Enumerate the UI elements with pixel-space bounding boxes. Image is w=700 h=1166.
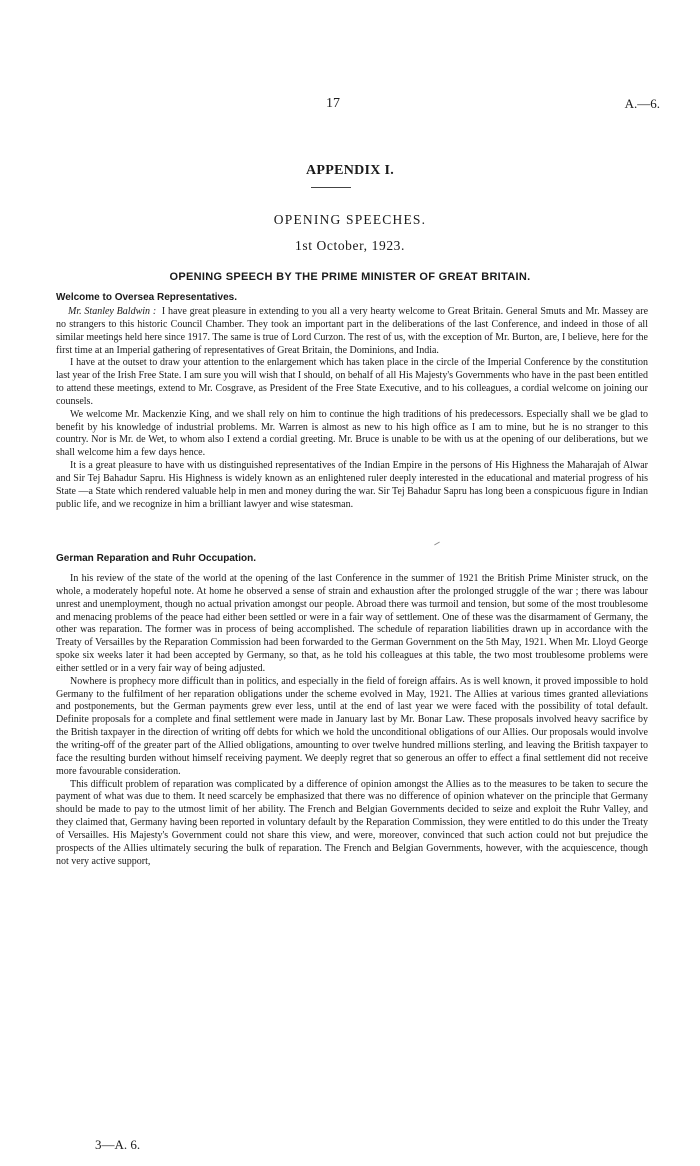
date-line: 1st October, 1923. [295,238,405,253]
paragraph: In his review of the state of the world at the opening of the last Conference in the summer of 1921 the British Prime Minister struck, on the whole, a moderately hopeful note. At home he observed a sense of strain and exhaustion after the prolonged struggle of the war ; there was labour unrest and unemployment, though no actual privation amongst our people. Abroad there was turmoil and tension, but some of the most troublesome and menacing problems of the peace had either been settled or were in a fair way of settlement. One of these was the disarmament of Germany, the other was reparation. The former was in process of being accomplished. The schedule of reparation liabilities drawn up in accordance with the Treaty of Versailles by the Reparation Commission had been forwarded to the German Government on the 5th May, 1921. When Mr. Lloyd George spoke six weeks later it had been accepted by Germany, so that, as he told his colleagues at this table, the two most troublesome problems were either settled or in a very fair way of being adjusted. [56,573,648,674]
section-heading-welcome: Welcome to Oversea Representatives. [56,292,238,303]
speaker-name: Mr. Stanley Baldwin : [68,306,157,317]
paragraph: We welcome Mr. Mackenzie King, and we shall rely on him to continue the high traditions of his predecessors. Especially shall we be glad to benefit by his knowledge of industrial problems. Mr. Warren is almost as new to his high office as I am to mine, but he is no stranger to this country. Nor is Mr. de Wet, to whom also I extend a cordial greeting. Mr. Bruce is unable to be with us at the opening of our deliberations, but we shall welcome him a few days hence. [56,408,648,459]
paragraph [56,306,648,357]
paragraph: This difficult problem of reparation was complicated by a difference of opinion amongst the Allies as to the measures to be taken to secure the payment of what was due to them. It need scarcely be emphasized that there was no difference of opinion whatever on the principle that Germany should be made to pay to the utmost limit of her ability. The French and Belgian Governments decided to seize and exploit the Ruhr Valley, and they claimed that, Germany having been reported in voluntary default by the Reparation Commission, they were entitled to do this under the Treaty of Versailles. His Majesty's Government could not share this view, and were, moreover, convinced that such action could not but prejudice the prospects of the Allies ultimately securing the bulk of reparation. The French and Belgian Governments, however, with the acquiescence, though not very active support, [56,778,648,867]
paragraph: It is a great pleasure to have with us distinguished representatives of the Indian Empire in the persons of His Highness the Maharajah of Alwar and Sir Tej Bahadur Sapru. His Highness is widely known as an enlightened ruler deeply interested in the educational and material progress of his State —a State which rendered valuable help in men and money during the war. Sir Tej Bahadur Sapru has long been a conspicuous figure in Indian public life, and we recognize in him a brilliant lawyer and wise statesman. [56,460,648,510]
section-heading-reparation: German Reparation and Ruhr Occupation. [56,553,257,564]
section-body-reparation [56,573,648,868]
paragraph-text: I have great pleasure in extending to you all a very hearty welcome to Great Britain. General Smuts and Mr. Massey are no strangers to this historic Council Chamber. They took an important part in the deliberations of the last Conference, and indeed in those of all similar meetings held here since 1917. The same is true of Lord Curzon. The rest of us, with the exception of Mr. Burton, are, I believe, here for the first time at an Imperial gathering of representatives of Great Britain, the Dominions, and India. [56,306,649,356]
section-body-welcome [56,306,648,512]
paragraph: I have at the outset to draw your attention to the enlargement which has taken place in the circle of the Imperial Conference by the constitution last year of the Irish Free State. I am sure you will wish that I should, on behalf of all His Majesty's Governments who have in the past been entitled to attend these meetings, extend to Mr. Cosgrave, as President of the Free State Executive, and to his colleagues, a cordial welcome on joining our counsels. [56,357,648,407]
subtitle: OPENING SPEECHES. [273,212,427,227]
title-rule [311,187,351,188]
section-title: OPENING SPEECH BY THE PRIME MINISTER OF GREAT BRITAIN. [169,271,531,283]
page-number: 17 [326,96,340,111]
signature-mark: 3—A. 6. [95,1137,141,1152]
paragraph: Nowhere is prophecy more difficult than in politics, and especially in the field of foreign affairs. As is well known, it proved impossible to hold Germany to the fulfilment of her reparation obligations under the scheme evolved in May, 1921. The Allies at various times granted alleviations and postponements, but the German payments grew ever less, until at the end of last year we were faced with the possibility of total default. Definite proposals for a complete and final settlement were made in January last by Mr. Bonar Law. These proposals involved heavy sacrifice by the British taxpayer in the direction of writing off debts for which we hold the unconditional obligations of our Allies. Our proposals would involve the writing-off of the greater part of the Allied obligations, amounting to over twelve hundred millions sterling, and leaving the British taxpayer to face the resulting burden without himself receiving payment. We deeply regret that so generous an offer to effect a final settlement did not receive more favourable consideration. [56,675,648,777]
pencil-mark [434,542,440,546]
document-reference: A.—6. [624,96,660,111]
appendix-title: APPENDIX I. [305,163,395,178]
